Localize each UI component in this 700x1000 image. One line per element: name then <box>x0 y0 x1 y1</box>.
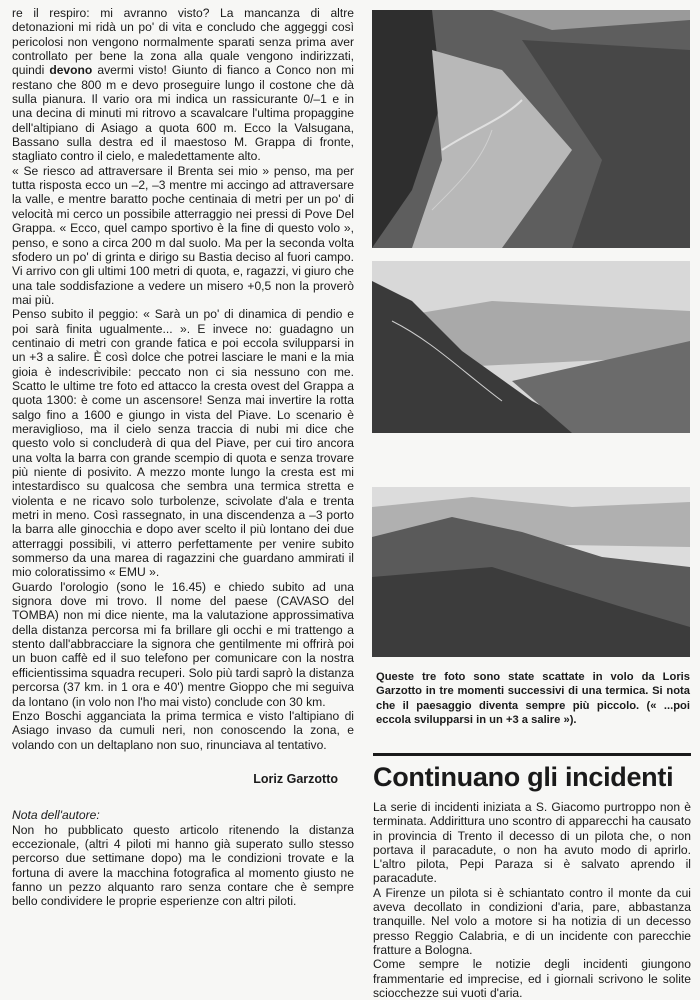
photo-caption: Queste tre foto sono state scattate in volo da Loris Garzotto in tre momenti successivi di una termica. Si nota che il paesaggio diventa sempre più piccolo. (« ...poi eccola svilupparsi in un +3 a salire »). <box>376 671 690 726</box>
author-signature: Loriz Garzotto <box>253 771 338 786</box>
incidents-paragraph-1: La serie di incidenti iniziata a S. Giacomo purtroppo non è terminata. Addirittura uno scontro di apparecchi ha causato in provincia di Trento il decesso di un pilota che, o non portava il paracadute, o non ha avuto modo di aprirlo. L'altro pilota, Pepi Paraza si è salvato aprendo il paracadute. <box>373 800 691 886</box>
incidents-paragraph-3: Come sempre le notizie degli incidenti giungono frammentarie ed imprecise, ed i giornali scrivono le solite sciocchezze sui vuoti d'aria. <box>373 957 691 1000</box>
paragraph-3: Penso subito il peggio: « Sarà un po' di dinamica di pendio e poi sarà finita ugualmente... ». E invece no: guadagno un centinaio di metri con grande fatica e poi eccola svilupparsi in un +3 a salire. È così dolce che potrei lasciare le mani e la mia gioia è indescrivibile: peccato non ci sia nessuno con me. Scatto le ultime tre foto ed attacco la cresta ovest del Grappa a quota 1300: è come un ascensore! Senza mai invertire la rotta salgo fino a 1600 e giungo in vista del Piave. Lo scenario è meraviglioso, ma il cielo senza traccia di nubi mi dice che questo volo si concluderà di qua del Piave, per cui tiro ancora una volta la barra con grande scempio di quota e senza trovare più niente di posivito. A mezzo monte lungo la cresta est mi intestardisco su qualcosa che sembra una termica stretta e violenta e ne ricavo solo turbolenze, scivolate d'ala e trenta metri in meno. Così rassegnato, in una discendenza a –3 porto la barra alle ginocchia e dopo aver scelto il più lontano dei due atterraggi possibili, vi atterro perfettamente per venire subito sommerso da una marea di ragazzini che guardano ammirati il mio coloratissimo « EMU ». <box>12 307 354 580</box>
photo-plain-aerial <box>372 487 690 657</box>
article-left-column <box>12 6 354 909</box>
incidents-article-body <box>373 800 691 1000</box>
photo-valley-aerial <box>372 10 690 248</box>
article-title: Continuano gli incidenti <box>373 762 674 792</box>
photo-ridge-aerial <box>372 261 690 433</box>
incidents-paragraph-2: A Firenze un pilota si è schiantato contro il monte da cui aveva decollato in condizioni d'aria, pare, abbastanza tranquille. Nel volo a motore si ha notizia di un decesso presso Reggio Calabria, e di un incidente con parecchie fratture a Bologna. <box>373 885 691 957</box>
paragraph-4: Guardo l'orologio (sono le 16.45) e chiedo subito ad una signora dove mi trovo. Il nome del paese (CAVASO del TOMBA) non mi dice niente, ma la valutazione approssimativa della distanza percorsa mi fa brillare gli occhi e mi trattengo a stento dall'abbracciare la signora che gentilmente mi offrirà poi un buon caffè ed il suo telefono per comunicare con la nostra efficientissima squadra recuperi. Solo più tardi saprò la distanza percorsa (37 km. in 1 ora e 40') mentre Gioppo che mi seguiva da lontano (in volo non l'ho mai visto) conclude con 30 km. <box>12 579 354 709</box>
paragraph-1: re il respiro: mi avranno visto? La mancanza di altre detonazioni mi ridà un po' di vita e concludo che aggeggi così pericolosi non vengono normalmente sparati senza prima aver controllato per bene la zona alla quale vengono indirizzati, quindi devono avermi visto! Giunto di fianco a Conco non mi restano che 800 m e devo proseguire lungo il costone che dà sulla pianura. Il vario ora mi indica un rassicurante 0/–1 e in una decina di minuti mi ritrovo a scavalcare l'ultima propaggine dell'altipiano di Asiago a quota 600 m. Ecco la Valsugana, Bassano sulla destra ed il maestoso M. Grappa di fronte, stagliato contro il cielo, e maledettamente alto. <box>12 6 354 164</box>
section-divider <box>373 753 691 756</box>
author-note <box>12 808 354 908</box>
emphasis-devono: devono <box>49 63 93 78</box>
note-heading: Nota dell'autore: <box>12 808 100 823</box>
paragraph-2: « Se riesco ad attraversare il Brenta sei mio » penso, ma per tutta risposta ecco un –2, –3 mentre mi accingo ad attraversare la valle, e mentre baratto poche centinaia di metri per un po' di velocità mi cerco un possibile atterraggio nei pressi di Pove Del Grappa. « Ecco, quel campo sportivo è la fine di questo volo », penso, e sono a circa 200 m dal suolo. Ma per la seconda volta sfodero un po' di grinta e dirigo su Bastia deciso al fuori campo. Vi arrivo con gli ultimi 100 metri di quota, e, ragazzi, vi giuro che una tale soddisfazione a vedere un misero +0,5 non la proverò mai più. <box>12 163 354 307</box>
note-body: Non ho pubblicato questo articolo ritenendo la distanza eccezionale, (altri 4 piloti mi hanno già superato sullo stesso percorso due settimane dopo) ma le condizioni trovate e la fortuna di avere la macchina fotografica al momento giusto ne fanno un pezzo alquanto raro senza contare che è sempre bello condividere le proprie esperienze con altri piloti. <box>12 822 354 909</box>
paragraph-5: Enzo Boschi agganciata la prima termica e visto l'altipiano di Asiago invaso da cumuli neri, non conoscendo la zona, e volando con un deltaplano non suo, rinunciava al tentativo. <box>12 708 354 752</box>
